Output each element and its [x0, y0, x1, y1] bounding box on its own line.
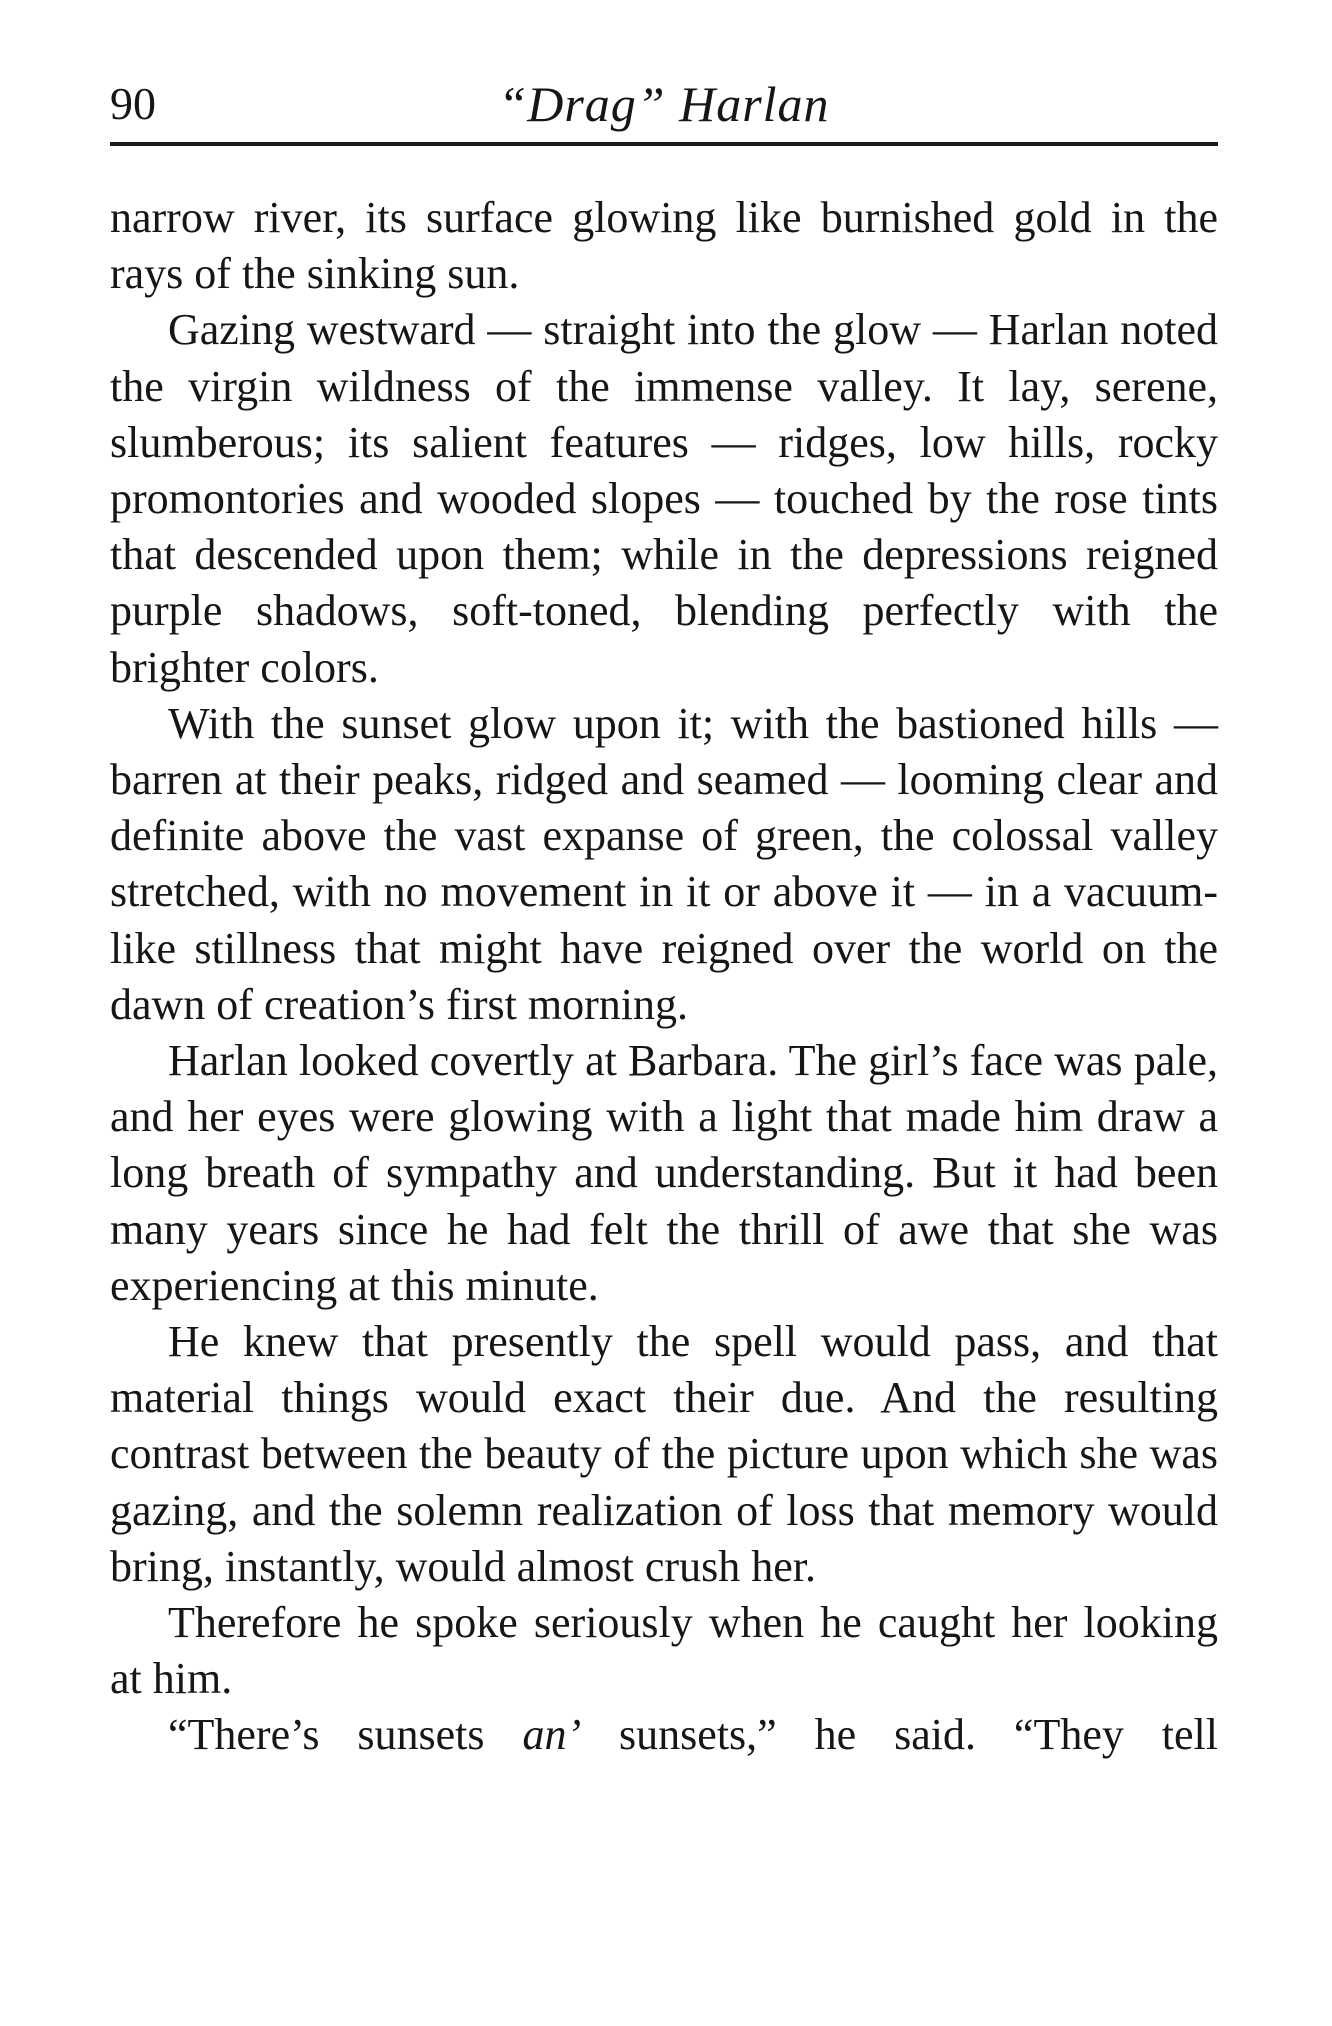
paragraph: Harlan looked covertly at Barbara. The girl’s face was pale, and her eyes were glowing with a light that made him draw a long breath of sympathy and understanding. But it had been many years since he had felt the thrill of awe that she was experiencing at this minute.: [110, 1036, 1218, 1310]
paragraph-dialogue: [110, 1707, 1218, 1763]
dialogue-text: “There’s sunsets: [168, 1710, 523, 1760]
paragraph: He knew that presently the spell would pass, and that material things would exact their due. And the resulting contrast between the beauty of the picture upon which she was gazing, and the solemn realization of loss that memory would bring, instantly, would almost crush her.: [110, 1317, 1218, 1591]
running-head: “Drag” Harlan: [498, 76, 830, 132]
paragraph: Gazing westward — straight into the glow — Harlan noted the virgin wildness of the immense valley. It lay, serene, slumberous; its salient features — ridges, low hills, rocky promontories and wooded slopes — touched by the rose tints that descended upon them; while in the depressions reigned purple shadows, soft-toned, blending perfectly with the brighter colors.: [110, 305, 1218, 692]
header-rule: [110, 142, 1218, 146]
page-number: 90: [110, 78, 156, 129]
paragraph: With the sunset glow upon it; with the bastioned hills — barren at their peaks, ridged and seamed — looming clear and definite above the vast expanse of green, the colossal valley stretched, with no movement in it or above it — in a vacuum-like stillness that might have reigned over the world on the dawn of creation’s first morning.: [110, 698, 1218, 1029]
body-text: [110, 190, 1218, 1764]
paragraph: Therefore he spoke seriously when he caught her looking at him.: [110, 1598, 1218, 1704]
page-header: [110, 74, 1218, 134]
paragraph-continued: narrow river, its surface glowing like burnished gold in the rays of the sinking sun.: [110, 193, 1218, 299]
dialogue-text: sunsets,” he said. “They tell: [581, 1710, 1218, 1760]
dialect-word: an’: [522, 1710, 582, 1760]
